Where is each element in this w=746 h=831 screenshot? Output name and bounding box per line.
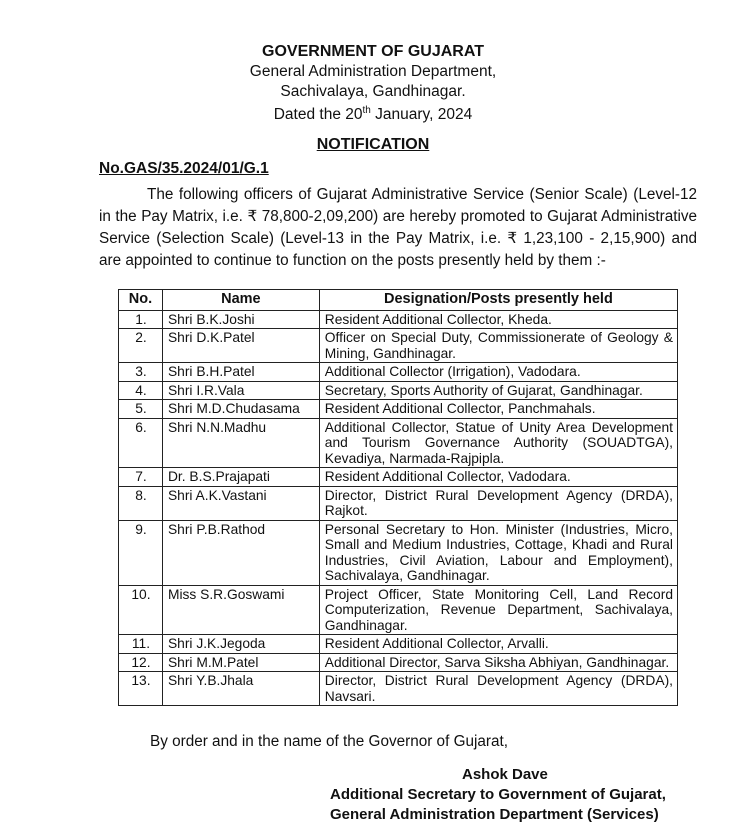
reference-number: No.GAS/35.2024/01/G.1 <box>99 160 269 177</box>
notification-title: NOTIFICATION <box>316 136 430 153</box>
row-number: 11. <box>119 635 163 654</box>
row-number: 10. <box>119 585 163 635</box>
row-number: 8. <box>119 486 163 520</box>
officer-name: Shri I.R.Vala <box>162 381 319 400</box>
officer-post: Director, District Rural Development Agency (DRDA), Rajkot. <box>319 486 677 520</box>
officer-post: Resident Additional Collector, Panchmahals. <box>319 400 677 419</box>
table-row <box>119 486 678 520</box>
officer-post: Personal Secretary to Hon. Minister (Industries, Micro, Small and Medium Industries, Cottage, Khadi and Rural Industries, Civil Aviation, Labour and Employment), Sachivalaya, Gandhinagar. <box>319 520 677 585</box>
table-row <box>119 310 678 329</box>
government-heading: GOVERNMENT OF GUJARAT <box>262 43 484 60</box>
date-suffix-sup: th <box>362 105 371 116</box>
row-number: 1. <box>119 310 163 329</box>
date-month-year: January, 2024 <box>370 106 473 124</box>
date-line <box>0 101 746 125</box>
table-row <box>119 400 678 419</box>
officer-post: Additional Director, Sarva Siksha Abhiyan, Gandhinagar. <box>319 653 677 672</box>
table-row <box>119 672 678 706</box>
signatory-title-2: General Administration Department (Services) <box>330 806 659 823</box>
table-row <box>119 653 678 672</box>
row-number: 4. <box>119 381 163 400</box>
notification-body-text: The following officers of Gujarat Administrative Service (Senior Scale) (Level-12 in the Pay Matrix, i.e. ₹ 78,800-2,09,200) are hereby promoted to Gujarat Administrative Service (Selection Scale) (Level-13 in the Pay Matrix, i.e. ₹ 1,23,100 - 2,15,900) and are appointed to continue to function on the posts presently held by them :- <box>99 186 697 269</box>
row-number: 13. <box>119 672 163 706</box>
table-row <box>119 363 678 382</box>
date-prefix: Dated the 20 <box>273 106 363 124</box>
table-row <box>119 635 678 654</box>
table-row <box>119 329 678 363</box>
officer-name: Shri A.K.Vastani <box>162 486 319 520</box>
officer-name: Miss S.R.Goswami <box>162 585 319 635</box>
row-number: 2. <box>119 329 163 363</box>
signatory-name: Ashok Dave <box>462 766 548 783</box>
officer-name: Shri M.M.Patel <box>162 653 319 672</box>
table-row <box>119 585 678 635</box>
officer-name: Shri B.K.Joshi <box>162 310 319 329</box>
table-row <box>119 468 678 487</box>
officer-post: Additional Collector (Irrigation), Vadodara. <box>319 363 677 382</box>
officer-name: Shri M.D.Chudasama <box>162 400 319 419</box>
table-row <box>119 381 678 400</box>
notification-body <box>99 184 697 272</box>
officer-name: Shri P.B.Rathod <box>162 520 319 585</box>
table-row <box>119 520 678 585</box>
department-line: General Administration Department, <box>249 63 497 80</box>
order-line: By order and in the name of the Governor of Gujarat, <box>150 733 508 750</box>
officer-post: Resident Additional Collector, Vadodara. <box>319 468 677 487</box>
place-line: Sachivalaya, Gandhinagar. <box>280 83 466 100</box>
officer-name: Shri D.K.Patel <box>162 329 319 363</box>
row-number: 12. <box>119 653 163 672</box>
row-number: 7. <box>119 468 163 487</box>
officer-name: Shri J.K.Jegoda <box>162 635 319 654</box>
officer-name: Dr. B.S.Prajapati <box>162 468 319 487</box>
header-no: No. <box>119 290 163 311</box>
officer-name: Shri N.N.Madhu <box>162 418 319 468</box>
officer-post: Secretary, Sports Authority of Gujarat, Gandhinagar. <box>319 381 677 400</box>
header-designation: Designation/Posts presently held <box>319 290 677 311</box>
officer-name: Shri Y.B.Jhala <box>162 672 319 706</box>
officer-post: Additional Collector, Statue of Unity Area Development and Tourism Governance Authority (SOUADTGA), Kevadiya, Narmada-Rajpipla. <box>319 418 677 468</box>
officer-post: Project Officer, State Monitoring Cell, Land Record Computerization, Revenue Department, Sachivalaya, Gandhinagar. <box>319 585 677 635</box>
row-number: 5. <box>119 400 163 419</box>
officer-name: Shri B.H.Patel <box>162 363 319 382</box>
row-number: 3. <box>119 363 163 382</box>
signature-block <box>330 765 690 825</box>
header-name: Name <box>162 290 319 311</box>
officers-table <box>118 289 678 706</box>
signatory-title-1: Additional Secretary to Government of Gujarat, <box>330 786 666 803</box>
row-number: 6. <box>119 418 163 468</box>
officer-post: Officer on Special Duty, Commissionerate of Geology & Mining, Gandhinagar. <box>319 329 677 363</box>
table-header-row <box>119 290 678 311</box>
officer-post: Director, District Rural Development Agency (DRDA), Navsari. <box>319 672 677 706</box>
table-row <box>119 418 678 468</box>
row-number: 9. <box>119 520 163 585</box>
officer-post: Resident Additional Collector, Kheda. <box>319 310 677 329</box>
officer-post: Resident Additional Collector, Arvalli. <box>319 635 677 654</box>
